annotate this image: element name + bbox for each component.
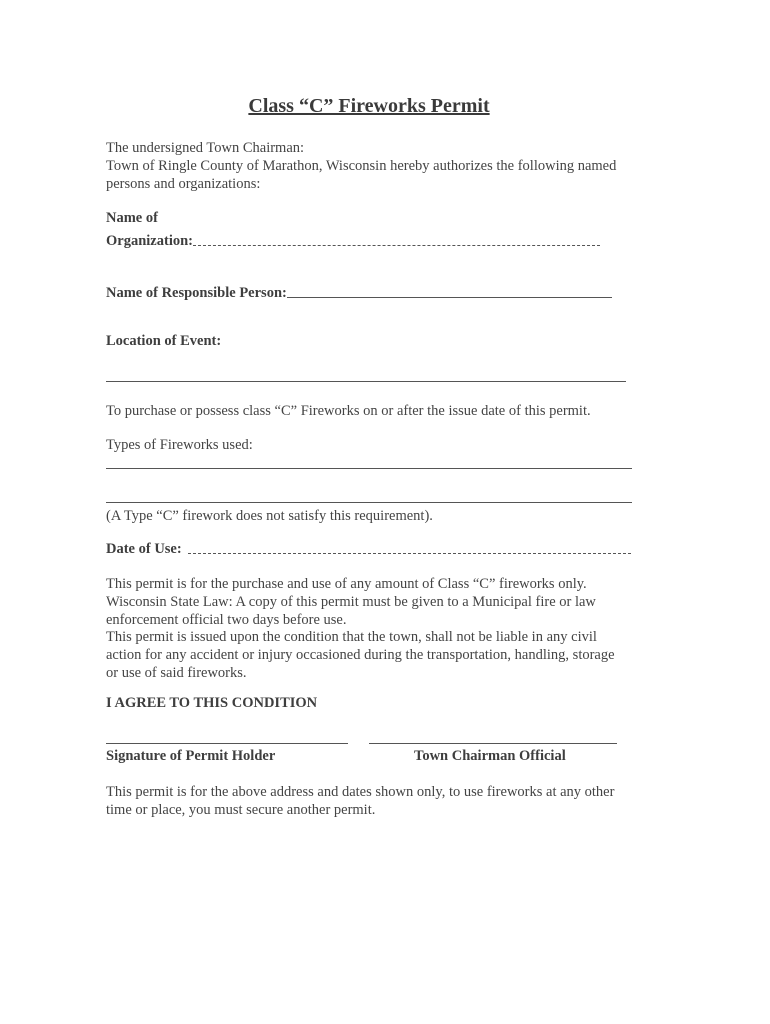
footer-line-1: This permit is for the above address and dates shown only, to use fireworks at any other	[106, 784, 615, 800]
fireworks-types-input-line-1[interactable]	[106, 468, 632, 469]
organization-label-line-2: Organization:	[106, 233, 193, 249]
footer-line-2: time or place, you must secure another permit.	[106, 802, 376, 818]
agree-statement: I AGREE TO THIS CONDITION	[106, 695, 318, 711]
location-input-line[interactable]	[106, 381, 626, 382]
date-of-use-label: Date of Use:	[106, 541, 182, 557]
responsible-person-label: Name of Responsible Person:	[106, 285, 287, 301]
intro-line-3: persons and organizations:	[106, 176, 261, 192]
type-c-note: (A Type “C” firework does not satisfy this requirement).	[106, 508, 433, 524]
page-title: Class “C” Fireworks Permit	[248, 95, 490, 117]
chairman-signature-label: Town Chairman Official	[414, 748, 566, 764]
condition-line-1: This permit is for the purchase and use of any amount of Class “C” fireworks only.	[106, 576, 587, 592]
intro-line-1: The undersigned Town Chairman:	[106, 140, 305, 156]
condition-line-3: enforcement official two days before use.	[106, 612, 347, 628]
condition-line-2: Wisconsin State Law: A copy of this permit must be given to a Municipal fire or law	[106, 594, 596, 610]
chairman-signature-line[interactable]	[369, 743, 617, 744]
intro-line-2: Town of Ringle County of Marathon, Wisconsin hereby authorizes the following named	[106, 158, 617, 174]
purchase-statement: To purchase or possess class “C” Fireworks on or after the issue date of this permit.	[106, 403, 591, 419]
condition-line-5: action for any accident or injury occasioned during the transportation, handling, storage	[106, 647, 615, 663]
organization-input-line[interactable]	[193, 245, 600, 246]
fireworks-types-input-line-2[interactable]	[106, 502, 632, 503]
organization-label-line-1: Name of	[106, 210, 158, 226]
location-label: Location of Event:	[106, 333, 222, 349]
condition-line-4: This permit is issued upon the condition that the town, shall not be liable in any civil	[106, 629, 597, 645]
holder-signature-line[interactable]	[106, 743, 348, 744]
condition-line-6: or use of said fireworks.	[106, 665, 247, 681]
date-of-use-input-line[interactable]	[188, 553, 631, 554]
fireworks-types-label: Types of Fireworks used:	[106, 437, 253, 453]
responsible-person-input-line[interactable]	[287, 297, 612, 298]
holder-signature-label: Signature of Permit Holder	[106, 748, 276, 764]
